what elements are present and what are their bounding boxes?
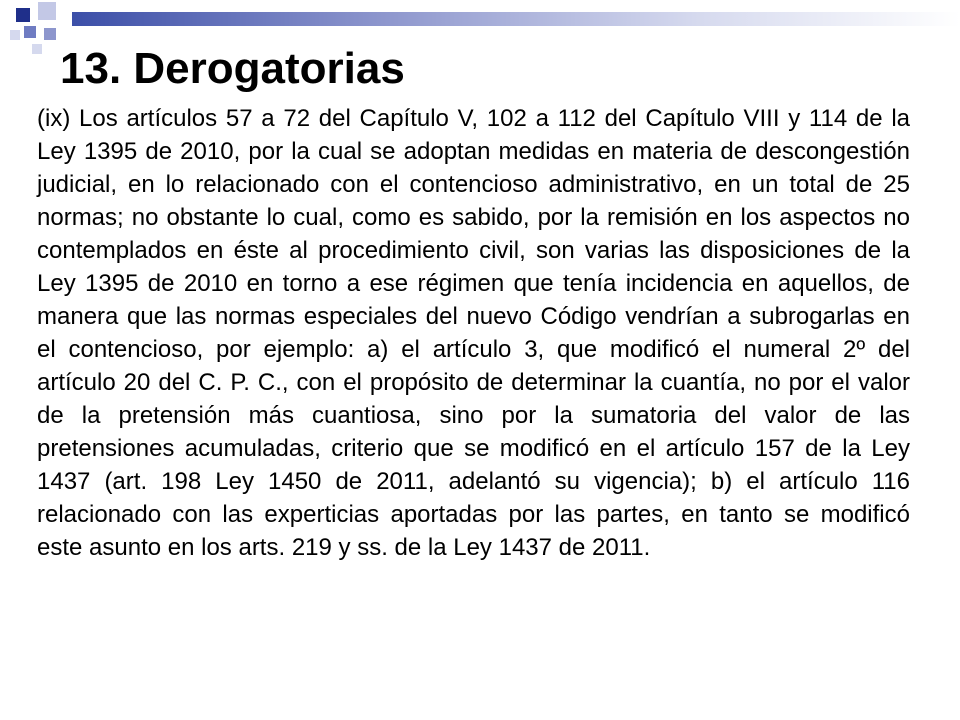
deco-square-mid	[24, 26, 36, 38]
deco-square-light	[38, 2, 56, 20]
deco-square-pale-2	[32, 44, 42, 54]
slide-title: 13. Derogatorias	[60, 44, 405, 93]
deco-square-pale	[10, 30, 20, 40]
slide-body-text: (ix) Los artículos 57 a 72 del Capítulo V, 102 a 112 del Capítulo VIII y 114 de la Ley 1395 de 2010, por la cual se adoptan medidas en materia de descongestión judicial, en lo relacionado con el contencioso administrativo, en un total de 25 normas; no obstante lo cual, como es sabido, por la remisión en los aspectos no contemplados en éste al procedimiento civil, son varias las disposiciones de la Ley 1395 de 2010 en torno a ese régimen que tenía incidencia en aquellos, de manera que las normas especiales del nuevo Código vendrían a subrogarlas en el contencioso, por ejemplo: a) el artículo 3, que modificó el numeral 2º del artículo 20 del C. P. C., con el propósito de determinar la cuantía, no por el valor de la pretensión más cuantiosa, sino por la sumatoria del valor de las pretensiones acumuladas, criterio que se modificó en el artículo 157 de la Ley 1437 (art. 198 Ley 1450 de 2011, adelantó su vigencia); b) el artículo 116 relacionado con las experticias aportadas por las partes, en tanto se modificó este asunto en los arts. 219 y ss. de la Ley 1437 de 2011.	[37, 105, 910, 561]
deco-square-dark	[16, 8, 30, 22]
header-gradient-bar	[72, 12, 960, 26]
deco-square-mid-2	[44, 28, 56, 40]
